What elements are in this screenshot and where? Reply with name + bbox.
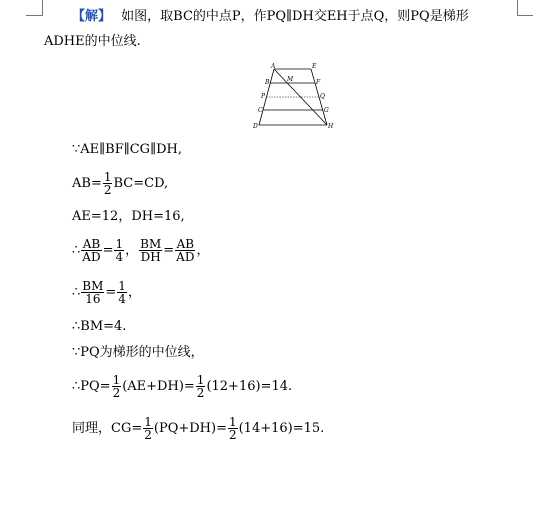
fraction: $\frac{1}{2}$ [196,373,205,400]
fraction: $\frac{BM}{DH}$ [140,237,162,264]
fraction: $\frac{AB}{AD}$ [176,237,195,264]
label-H: H [328,123,334,130]
label-Q: Q [320,93,325,100]
label-A: A [271,63,276,70]
label-C: C [258,107,263,114]
fraction: $\frac{1}{2}$ [112,373,121,400]
fraction: $\frac{1}{2}$ [103,170,112,197]
solution-tag: 【解】 [72,9,112,24]
crop-mark [517,15,533,16]
label-E: E [312,63,317,70]
crop-mark [26,15,42,16]
fraction: $\frac{1}{4}$ [115,237,124,264]
label-F: F [316,79,321,86]
fraction: $\frac{1}{4}$ [118,279,126,306]
line-ratios: ∴ $\frac{AB}{AD}$ = $\frac{1}{4}$ ， $\frac{BM}{DH}$ = $\frac{AB}{AD}$ ， [72,237,210,264]
label-M: M [287,76,294,83]
label-G: G [324,107,329,114]
line-parallel: ∵AE∥BF∥CG∥DH, [72,142,182,157]
fraction: $\frac{1}{2}$ [228,415,237,442]
line-values: AE=12，DH=16, [72,209,185,224]
solution-intro [72,8,469,26]
line-ab: AB= $\frac{1}{2}$ BC=CD, [72,170,169,197]
line-bm-ratio: ∴ $\frac{BM}{16}$ = $\frac{1}{4}$ ， [72,279,141,306]
label-P: P [261,93,266,100]
line-cg: 同理，CG= $\frac{1}{2}$ (PQ+DH)= $\frac{1}{2}$ (14+16)=15. [72,415,325,442]
label-D: D [253,123,258,130]
fraction: $\frac{BM}{16}$ [82,279,104,306]
intro-text: 如图，取BC的中点P，作PQ∥DH交EH于点Q，则PQ是梯形 [121,9,469,24]
crop-mark [517,0,518,16]
line-pq: ∴PQ= $\frac{1}{2}$ (AE+DH)= $\frac{1}{2}$ (12+16)=14. [72,373,293,400]
crop-mark [42,0,43,16]
label-B: B [265,79,270,86]
line-midline: ∵PQ为梯形的中位线， [72,345,204,360]
line-bm: ∴BM=4. [72,319,127,334]
intro-text-line2: ADHE的中位线. [44,34,141,49]
trapezoid-figure [249,62,337,132]
fraction: $\frac{1}{2}$ [144,415,152,442]
fraction: $\frac{AB}{AD}$ [82,237,101,264]
